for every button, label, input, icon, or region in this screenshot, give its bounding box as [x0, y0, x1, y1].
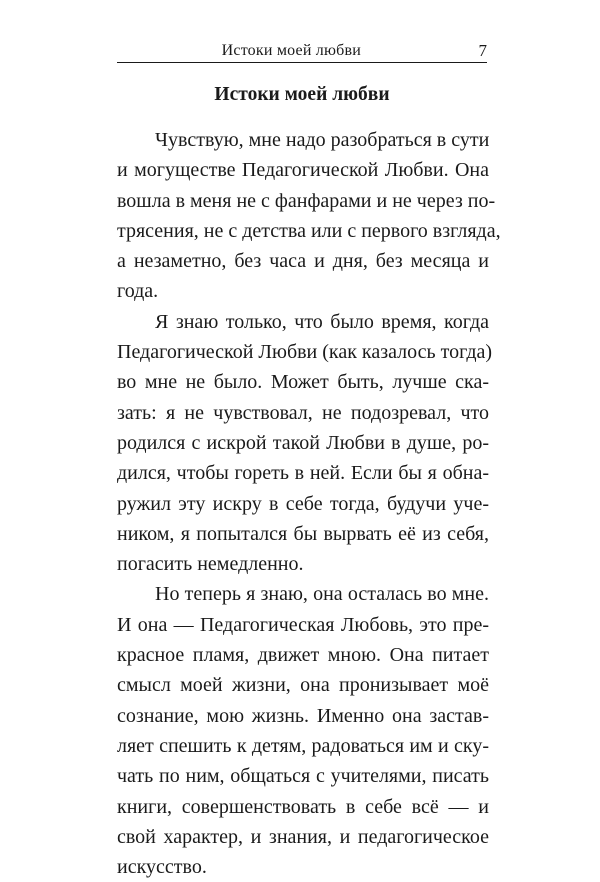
text-line: искусство.: [117, 856, 207, 879]
text-line: сознание, мою жизнь. Именно она застав-: [117, 704, 489, 727]
text-line: во мне не было. Может быть, лучше ска-: [117, 371, 489, 394]
text-line: ляет спешить к детям, радоваться им и ску-: [117, 734, 489, 757]
chapter-title: Истоки моей любви: [214, 84, 390, 105]
text-line: трясения, не с детства или с первого взгляда,: [117, 219, 501, 242]
text-line: смысл моей жизни, она пронизывает моё: [117, 674, 489, 697]
text-line: вошла в меня не с фанфарами и не через по-: [117, 189, 496, 212]
text-line: Я знаю только, что было время, когда: [155, 310, 489, 333]
text-line: книги, совершенствовать в себе всё — и: [117, 795, 489, 818]
text-line: И она — Педагогическая Любовь, это пре-: [117, 613, 489, 636]
text-line: Педагогической Любви (как казалось тогда): [117, 341, 493, 364]
text-line: а незаметно, без часа и дня, без месяца и: [117, 250, 489, 273]
text-line: чать по ним, общаться с учителями, писать: [117, 765, 489, 788]
paragraph-2: [117, 307, 493, 580]
text-line: Чувствую, мне надо разобраться в сути: [155, 129, 490, 151]
paragraph-3: [117, 579, 489, 882]
text-line: зать: я не чувствовал, не подозревал, что: [117, 401, 489, 424]
text-line: года.: [117, 280, 159, 303]
text-line: красное пламя, движет мною. Она питает: [117, 644, 489, 667]
text-line: дился, чтобы гореть в ней. Если бы я обна-: [117, 462, 489, 485]
text-line: родился с искрой такой Любви в душе, ро-: [117, 431, 489, 454]
text-line: и могуществе Педагогической Любви. Она: [117, 159, 489, 182]
text-line: погасить немедленно.: [117, 553, 304, 576]
paragraph-1: [117, 125, 501, 307]
running-title: Истоки моей любви: [221, 42, 361, 59]
text-line: Но теперь я знаю, она осталась во мне.: [155, 583, 489, 606]
text-line: свой характер, и знания, и педагогическое: [117, 825, 489, 848]
text-line: ружил эту искру в себе тогда, будучи уче-: [117, 492, 489, 515]
page-number: 7: [478, 41, 487, 60]
text-line: ником, я попытался бы вырвать её из себя,: [117, 522, 489, 545]
body-text: [117, 125, 501, 882]
running-header: [117, 34, 487, 63]
